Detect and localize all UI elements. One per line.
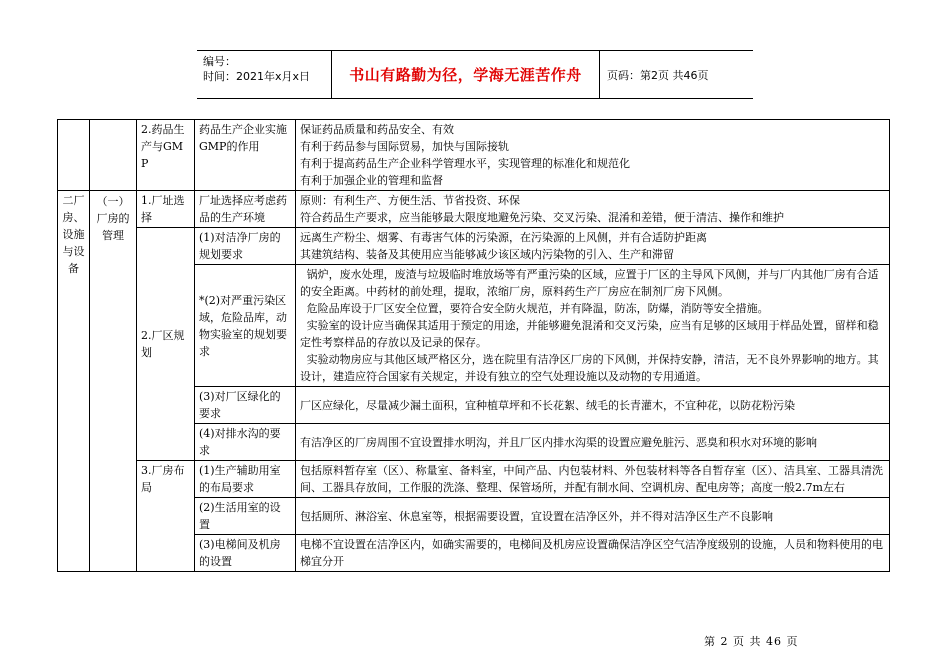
gmp-item-title: 药品生产企业实施GMP的作用 [195,120,296,191]
gmp-content [296,120,890,191]
table-row [58,461,890,498]
content-paragraph: 危险品库设于厂区安全位置，要符合安全防火规范，并有降温，防冻，防爆，消防等安全措施。 [306,302,769,315]
layout-item-title: (3)电梯间及机房的设置 [195,535,296,572]
zone-content [296,265,890,387]
zone-content [296,424,890,461]
zone-item-title: (4)对排水沟的要求 [195,424,296,461]
layout-content [296,535,890,572]
header-meta [197,51,332,98]
layout-content [296,498,890,535]
layout-item-title: (2)生活用室的设置 [195,498,296,535]
table-row [58,191,890,228]
gmp-section-title: 2.药品生产与GMP [137,120,195,191]
content-paragraph: 实验动物房应与其他区域严格区分，选在院里有洁净区厂房的下风侧，并保持安静，清洁，无不良外界影响的地方。其设计，建造应符合国家有关规定，并设有独立的空气处理设施以及动物的专用通道。 [300,353,879,383]
site-content [296,191,890,228]
content-line: 包括厕所、淋浴室、休息室等，根据需要设置，宜设置在洁净区外，并不得对洁净区生产不良影响 [300,509,773,523]
site-section-title: 1.厂址选择 [137,191,195,228]
table-row [58,228,890,265]
header-page-number: 页码：第2页 共46页 [607,68,709,82]
zone-section-title: 2.厂区规划 [137,228,195,461]
content-line: 包括原料暂存室（区）、称量室、备料室，中间产品、内包装材料、外包装材料等各自暂存室（区）、洁具室、工器具清洗间、工器具存放间，工作服的洗涤、整理、保管场所，并配有制水间、空调机房、配电房等；高度一般2.7m左右 [300,464,883,494]
layout-content [296,461,890,498]
content-line: 有利于药品参与国际贸易，加快与国际接轨 [300,140,509,153]
content-line: 电梯不宜设置在洁净区内，如确实需要的，电梯间及机房应设置确保洁净区空气洁净度级别的设施，人员和物料使用的电梯宜分开 [300,538,883,568]
content-line: 有利于加强企业的管理和监督 [300,174,443,187]
content-line: 保证药品质量和药品安全、有效 [300,123,454,136]
content-line: 原则：有利生产、方便生活、节省投资、环保 [300,194,520,207]
zone-item-title: (1)对洁净厂房的规划要求 [195,228,296,265]
header-motto: 书山有路勤为径，学海无涯苦作舟 [332,51,600,98]
content-line: 厂区应绿化，尽量减少漏土面积，宜种植草坪和不长花絮、绒毛的长青灌木，不宜种花，以防花粉污染 [300,398,795,412]
subsection-title: （一）厂房的管理 [90,191,137,572]
content-line: 有洁净区的厂房周围不宜设置排水明沟，并且厂区内排水沟渠的设置应避免脏污、恶臭和积水对环境的影响 [300,435,817,449]
page-footer: 第 2 页 共 46 页 [704,635,799,648]
zone-content [296,387,890,424]
document-number-label: 编号： [203,55,236,68]
content-paragraph: 实验室的设计应当确保其适用于预定的用途，并能够避免混淆和交叉污染，应当有足够的区域用于样品处置，留样和稳定性考察样品的存放以及记录的保存。 [300,319,879,349]
content-line: 远离生产粉尘、烟雾、有毒害气体的污染源，在污染源的上风侧，并有合适防护距离 [300,231,707,244]
document-date: 时间：2021年x月x日 [203,70,311,83]
content-line: 符合药品生产要求，应当能够最大限度地避免污染、交叉污染、混淆和差错，便于清洁、操作和维护 [300,211,784,224]
content-paragraph: 锅炉，废水处理，废渣与垃圾临时堆放场等有严重污染的区域，应置于厂区的主导风下风侧，并与厂内其他厂房有合适的安全距离。中药材的前处理，提取，浓缩厂房，原料药生产厂房应在制剂厂房下风侧。 [300,268,879,298]
content-line: 其建筑结构、装备及其使用应当能够减少该区域内污染物的引入、生产和滞留 [300,248,674,261]
layout-item-title: (1)生产辅助用室的布局要求 [195,461,296,498]
zone-item-title: (3)对厂区绿化的要求 [195,387,296,424]
zone-item-title: *(2)对严重污染区域，危险品库，动物实验室的规划要求 [195,265,296,387]
table-row [58,120,890,191]
section-title-vertical: 二厂房、设施与设备 [58,191,90,572]
page-header [197,50,753,99]
content-table [57,119,890,572]
layout-section-title: 3.厂房布局 [137,461,195,572]
table-cell-empty [58,120,90,191]
table-cell-empty [90,120,137,191]
site-item-title: 厂址选择应考虑药品的生产环境 [195,191,296,228]
zone-content [296,228,890,265]
content-line: 有利于提高药品生产企业科学管理水平，实现管理的标准化和规范化 [300,157,630,170]
